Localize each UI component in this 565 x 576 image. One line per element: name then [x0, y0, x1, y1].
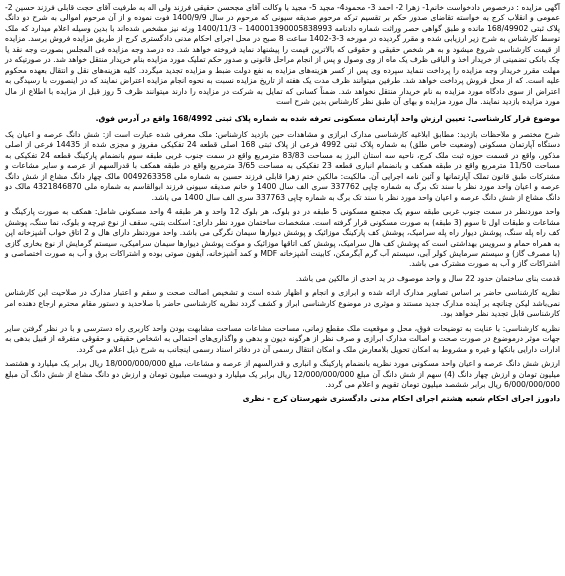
expert-subject: موضوع قرار کارشناسی: تعیین ارزش واحد آپارتمان مسکونی تعرفه شده به شماره پلاک ثبتی 168/4992 واقع در آدرس فوق. — [95, 113, 560, 123]
notice-intro: آگهی مزایده : درخصوص دادخواست خانم1- زهرا 2- احمد 3- محمود4- مجید 5- مجید با وکالت آقای مجحسن حقیقی فرزند ولی اله به طرفیت آقای حجت قابلی فرزند حسین 2- عمومی و انقلاب کرج به خواسته تقاضای صدور حکم بر تقسیم ترکه مرحوم صدیقه سیونی که مرحوم در سال 1400/9/9 فوت نموده و از آن مرحوم اموالی به شرح دو دانگ پلاک ثبتی 168/49902 مانده و طبق گواهی حصر وراثت شماره دادنامه 140001390005838993 – 1400/11/3 ورثه نیز مشخص شده‌اند با بدین وسیله اعلام میدارد که ملک توسط کارشناس به شرح زیر ارزیابی شده و مقرر گردیده در مورخه 3-3-1402 ساعت 8 صبح در محل اجرای احکام مدنی دادگستری کرج از طریق مزایده فروش برسد. مزایده از قیمت کارشناسی شروع میشود و به هر شخص حقیقی و حقوقی که بالاترین قیمت را پیشنهاد نماید فروخته خواهد شد. ده درصد وجه مزایده فی المجلس بصورت وجه نقد یا چک بانکی تضمینی از خریدار اخذ و الباقی ظرف یک ماه از وی وصول و پس از انجام مراحل قانونی و صدور حکم تملیک مورد مزایده بنام خریدار منتقل خواهد شد. در صورتیکه در مهلت مقرر خریدار وجه مزایده را پرداخت ننماید سپرده وی پس از کسر هزینه‌های مزایده به نفع دولت ضبط و مزایده تجدید میگردد. کلیه هزینه‌های نقل و انتقال بعهده محکوم علیه است. که از محل فروش پرداخت خواهد شد. طرفین میتوانند ظرف مدت یک هفته از تاریخ مزایده نسبت به نحوه انجام مزایده اعتراض نمایند که در اینصورت با رسیدگی به اعتراض از سوی دادگاه مورد مزایده به نام خریدار منتقل نخواهد شد. ضمناً کسانی که تمایل به شرکت در مزایده را دارند میتوانند ظرف 5 روز قبل از مزایده با اطلاع از مال مورد مزایده بازدید نمایند. مال مورد مزایده و بهای آن طبق نظر کارشناس بدین شرح است — [5, 3, 561, 107]
property-description: شرح مختصر و ملاحظات بازدید: مطابق ابلاغیه کارشناسی مدارک ابرازی و مشاهدات حین بازدید کارشناس: ملک معرفی شده عبارت است از: شش دانگ عرصه و اعیان یک دستگاه آپارتمان مسکونی (وضعیت خاص طلق) به شماره پلاک ثبتی 4992 فرعی از پلاک ثبتی 168 اصلی قطعه 24 تفکیکی مفروز و مجزی شده از 14435 فرعی از اصلی مذکور، واقع در قسمت حوزه ثبت ملک کرج، ناحیه سه استان البرز به مساحت 83/83 مترمربع واقع در سمت جنوب غربی طبقه سوم بانضمام پارکینگ قطعه 24 تفکیکی به مساحت 11/50 مترمربع واقع در طبقه همکف و بانضمام انباری قطعه 23 تفکیکی به مساحت 3/65 مترمربع واقع در طبقه همکف با قدرالسهم از عرصه و سایر مشاعات و مشترکات طبق قانون تملک آپارتمانها و آئین نامه اجرایی آن. مالکیت: مالکین ختم زهرا قابلی فرزند حسین به شماره ملی 0049263358 مالک چهار دانگ مشاع از شش دانگ عرصه و اعیان واحد مورد نظر با سند تک برگ به شماره چاپی 337762 سری الف سال 1400 و خانم صدیقه سیونی فرزند ابوالقاسم به شماره ملی 4321846870 مالک دو دانگ مشاع از شش دانگ عرصه و اعیان واحد مورد نظر با سند تک برگ به شماره چاپی 337763 سری الف سال 1400 می باشد. — [5, 129, 561, 202]
property-valuation: ارزش شش دانگ عرصه و اعیان واحد مسکونی مورد نظریه بانضمام پارکینگ و انباری و قدرالسهم از عرصه و مشاعات، مبلغ 18/000/000/000 ریال برابر یک میلیارد و هشتصد میلیون تومان و ارزش چهار دانگ (4) سهم از شش دانگ آن مبلغ 12/000/000/000 ریال برابر یک میلیارد و دویست میلیون تومان و ارزش دو دانگ مشاع از شش دانگ آن مبلغ 6/000/000/000 ریال برابر ششصد میلیون تومان تقویم و اعلام می گردد. — [5, 359, 561, 389]
expert-opinion: نظریه کارشناسی: با عنایت به توضیحات فوق، محل و موقعیت ملک مقطع زمانی، مساحت مشاعات مساحت مشابهت بودن واحد کاربری راه دسترسی و با در نظر گرفتن سایر جهات موثر درموضوع در صورت صحت و اصالت مدارک ابرازی و صرف نظر از هرگونه دیون و بدهی و واگذاری‌های احتمالی به اشخاص حقیقی و حقوقی متفرقه از قبیل بدهی به ادارات دارایی بانکها و غیره و مشروط به امکان تحویل بلامعارض ملک و امکان انتقال رسمی آن در دفاتر اسناد رسمی اینجانب به شرح ذیل اعلام می گردد. — [5, 323, 560, 354]
building-specification: واحد موردنظر در سمت جنوب غربی طبقه سوم یک مجتمع مسکونی 5 طبقه در دو بلوک، هر بلوک 12 واحد و هر طبقه 4 واحد مسکونی شامل: همکف به صورت پارکینگ و مشاعات و طبقات اول تا سوم (3 طبقه) به صورت مسکونی قرار گرفته است. مشخصات ساختمان مورد نظر دارای: اسکلت بتنی، سقف از نوع تیرچه و بلوک، نما سنگ، پوشش کف راه پله سنگ، پوشش دیوار راه پله سرامیک، پوشش کف پارکینگ موزائیک و پوشش دیوارها سیمان نگرگی می باشد. واحد موردنظر دارای هال و 2 اتاق خواب آشپزخانه اپن به همراه حمام و سرویس بهداشتی است که پوشش کف هال سرامیک، پوشش کف اتاقها موزائیک و موکت پوشش دیوارها سیمان سرامیکی، سیستم گرمایش از نوع بخاری گازی (با مصرف گاز) و سیستم سرمایش کولر آبی، سیستم آب گرم آبگرمکن، کابینت آشپزخانه MDF و کمد آشپزخانه، آیفون صوتی بوده و اشتراکات برق و آب به صورت اختصاصی و اشتراکات گاز و آب به صورت مشترک می باشد. — [5, 207, 560, 269]
building-age: قدمت بنای ساختمان حدود 22 سال و واحد موصوف در ید احدی از مالکین می باشد. — [295, 273, 560, 283]
officer-signature: دادورز اجرای احکام شعبه هشتم اجرای احکام مدنی دادگستری شهرستان کرج - نظری — [242, 394, 560, 404]
expert-basis-note: نظریه کارشناسی حاضر بر اساس تصاویر مدارک ارائه شده و ابرازی و انجام و اظهار شده است و تشخیص اصالت صحت و سقم و اعتبار مدارک در صلاحیت این کارشناس نمی‌باشد لیکن چنانچه بر آینده مدارک جدید مستند و موثری در موضوع کارشناسی ابراز و کشف گردد نظریه کارشناسی حاضر با صلاحدید و دستور مقام محترم ارجاع دهنده امر کارشناسی قابل تجدید نظر خواهد بود. — [5, 288, 560, 319]
